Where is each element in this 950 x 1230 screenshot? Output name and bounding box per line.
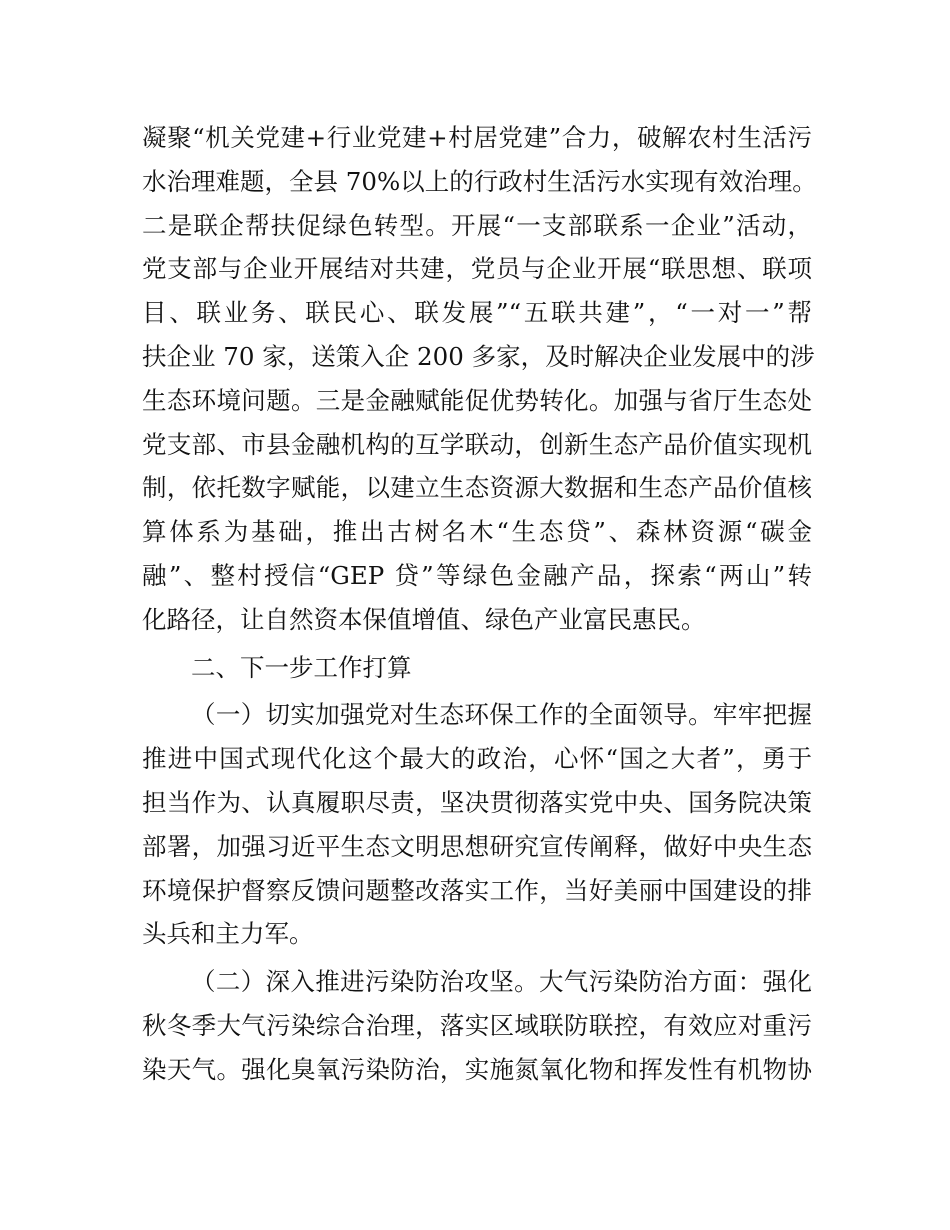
text-line: 二是联企帮扶促绿色转型。开展“一支部联系一企业”活动， [142,210,812,240]
text-line: 党支部、市县金融机构的互学联动，创新生态产品价值实现机 [142,429,812,459]
text-line: 化路径，让自然资本保值增值、绿色产业富民惠民。 [142,604,706,634]
text-line: 部署，加强习近平生态文明思想研究宣传阐释，做好中央生态 [142,831,812,861]
text-line: 扶企业 70 家，送策入企 200 多家，及时解决企业发展中的涉 [142,341,815,371]
text-line: 生态环境问题。三是金融赋能促优势转化。加强与省厅生态处 [142,385,812,415]
text-line: 担当作为、认真履职尽责，坚决贯彻落实党中央、国务院决策 [142,787,812,817]
text-line: 凝聚“机关党建+行业党建+村居党建”合力，破解农村生活污 [142,123,812,152]
text-line: （二）深入推进污染防治攻坚。大气污染防治方面：强化 [191,967,812,997]
section-heading: 二、下一步工作打算 [191,652,412,682]
text-line: 目、联业务、联民心、联发展”“五联共建”，“一对一”帮 [142,298,812,328]
document-body [142,116,817,1092]
text-line: 算体系为基础，推出古树名木“生态贷”、森林资源“碳金 [142,517,812,547]
text-line: 党支部与企业开展结对共建，党员与企业开展“联思想、联项 [142,254,812,284]
text-line: 环境保护督察反馈问题整改落实工作，当好美丽中国建设的排 [142,875,812,905]
text-line: 染天气。强化臭氧污染防治，实施氮氧化物和挥发性有机物协 [142,1054,812,1084]
text-line: （一）切实加强党对生态环保工作的全面领导。牢牢把握 [191,700,812,730]
text-line: 头兵和主力军。 [142,919,314,949]
text-line: 推进中国式现代化这个最大的政治，心怀“国之大者”，勇于 [142,744,812,774]
text-line: 制，依托数字赋能，以建立生态资源大数据和生态产品价值核 [142,473,812,503]
text-line: 秋冬季大气污染综合治理，落实区域联防联控，有效应对重污 [142,1010,812,1040]
text-line: 融”、整村授信“GEP 贷”等绿色金融产品，探索“两山”转 [142,560,812,590]
text-line: 水治理难题，全县 70%以上的行政村生活污水实现有效治理。 [142,166,817,196]
